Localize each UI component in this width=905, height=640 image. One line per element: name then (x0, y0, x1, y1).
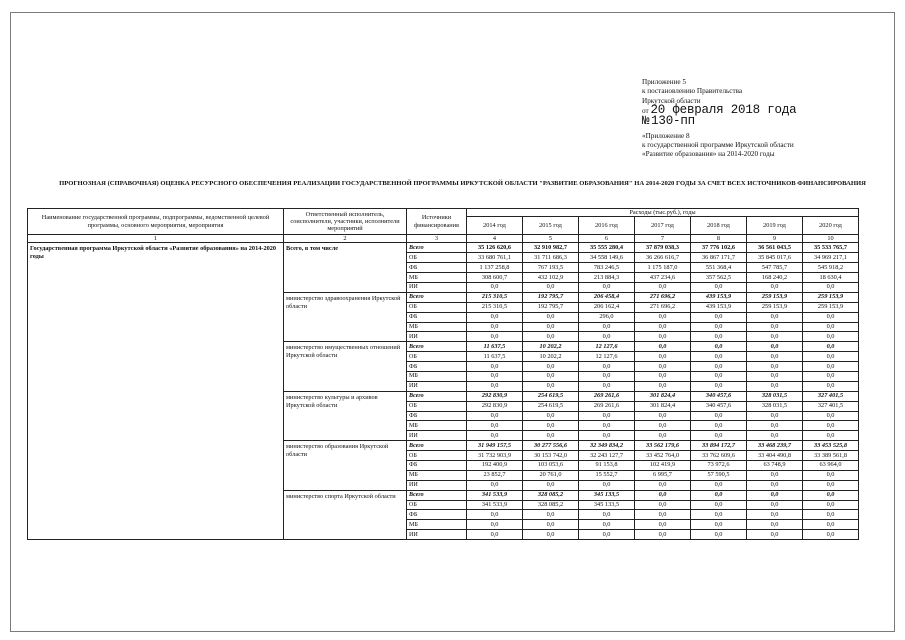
financing-table (27, 208, 859, 540)
header-name: Наименование государственной программы, подпрограммы, ведомственной целевой программы, основного мероприятия, мероприятия (28, 209, 284, 235)
value-cell: 0,0 (803, 490, 859, 500)
value-cell: 0,0 (635, 381, 691, 391)
source-cell: МБ (407, 470, 467, 480)
value-cell: 33 562 179,6 (635, 441, 691, 451)
value-cell: 439 153,9 (691, 302, 747, 312)
value-cell: 259 153,9 (803, 302, 859, 312)
value-cell: 0,0 (747, 490, 803, 500)
program-name: Государственная программа Иркутской области «Развитие образования» на 2014-2020 годы (28, 243, 284, 540)
value-cell: 0,0 (803, 431, 859, 441)
value-cell: 0,0 (467, 362, 523, 372)
value-cell: 0,0 (747, 312, 803, 322)
source-cell: МБ (407, 520, 467, 530)
value-cell: 33 894 172,7 (691, 441, 747, 451)
value-cell: 783 246,5 (579, 263, 635, 273)
value-cell: 0,0 (691, 490, 747, 500)
value-cell: 0,0 (691, 332, 747, 342)
value-cell: 296,0 (579, 312, 635, 322)
value-cell: 0,0 (467, 371, 523, 381)
value-cell: 35 555 280,4 (579, 243, 635, 253)
value-cell: 432 102,9 (523, 273, 579, 283)
value-cell: 0,0 (803, 322, 859, 332)
source-cell: ОБ (407, 401, 467, 411)
value-cell: 31 949 157,5 (467, 441, 523, 451)
value-cell: 439 153,9 (691, 292, 747, 302)
value-cell: 36 561 043,5 (747, 243, 803, 253)
source-cell: МБ (407, 273, 467, 283)
column-number: 2 (284, 235, 407, 243)
value-cell: 0,0 (523, 322, 579, 332)
appendix-line: Иркутской области (642, 96, 701, 105)
value-cell: 1 137 258,8 (467, 263, 523, 273)
column-number: 9 (747, 235, 803, 243)
value-cell: 33 453 525,8 (803, 441, 859, 451)
value-cell: 35 533 765,7 (803, 243, 859, 253)
value-cell: 0,0 (579, 520, 635, 530)
value-cell: 0,0 (803, 480, 859, 490)
value-cell: 0,0 (579, 530, 635, 540)
value-cell: 345 133,5 (579, 490, 635, 500)
value-cell: 0,0 (523, 282, 579, 292)
source-cell: ОБ (407, 253, 467, 263)
value-cell: 0,0 (579, 381, 635, 391)
value-cell: 0,0 (467, 411, 523, 421)
value-cell: 0,0 (579, 411, 635, 421)
value-cell: 545 918,2 (803, 263, 859, 273)
table-row (28, 243, 859, 253)
value-cell: 0,0 (579, 421, 635, 431)
value-cell: 0,0 (635, 431, 691, 441)
header-year: 2016 год (579, 217, 635, 235)
value-cell: 57 590,5 (691, 470, 747, 480)
value-cell: 33 468 239,7 (747, 441, 803, 451)
date-stamp: 20 февраля 2018 года (650, 102, 797, 117)
executor-name: министерство культуры и архивов Иркутской области (284, 391, 407, 440)
value-cell: 34 558 149,6 (579, 253, 635, 263)
value-cell: 0,0 (635, 352, 691, 362)
value-cell: 301 824,4 (635, 391, 691, 401)
value-cell: 10 202,2 (523, 342, 579, 352)
value-cell: 0,0 (635, 332, 691, 342)
appendix-line: Приложение 5 (642, 78, 686, 86)
value-cell: 292 830,9 (467, 401, 523, 411)
value-cell: 0,0 (523, 480, 579, 490)
document-title: ПРОГНОЗНАЯ (СПРАВОЧНАЯ) ОЦЕНКА РЕСУРСНОГО ОБЕСПЕЧЕНИЯ РЕАЛИЗАЦИИ ГОСУДАРСТВЕННОЙ ПРОГРАММЫ ИРКУТСКОЙ ОБЛАСТИ "РАЗВИТИЕ ОБРАЗОВАНИЯ" НА 2014-2020 ГОДЫ ЗА СЧЕТ ВСЕХ ИСТОЧНИКОВ ФИНАНСИРОВАНИЯ (59, 180, 866, 187)
value-cell: 213 884,3 (579, 273, 635, 283)
value-cell: 0,0 (803, 362, 859, 372)
header-year: 2018 год (691, 217, 747, 235)
source-cell: ФБ (407, 461, 467, 471)
value-cell: 32 910 982,7 (523, 243, 579, 253)
value-cell: 0,0 (579, 362, 635, 372)
value-cell: 269 261,6 (579, 401, 635, 411)
header-year: 2020 год (803, 217, 859, 235)
value-cell: 0,0 (467, 332, 523, 342)
value-cell: 0,0 (803, 411, 859, 421)
value-cell: 0,0 (803, 342, 859, 352)
source-cell: ИИ (407, 480, 467, 490)
source-cell: Всего (407, 243, 467, 253)
value-cell: 37 879 038,3 (635, 243, 691, 253)
date-prefix: от (642, 106, 649, 115)
value-cell: 0,0 (635, 371, 691, 381)
value-cell: 192 795,7 (523, 302, 579, 312)
source-cell: ФБ (407, 510, 467, 520)
value-cell: 91 153,8 (579, 461, 635, 471)
value-cell: 34 969 217,1 (803, 253, 859, 263)
value-cell: 0,0 (691, 362, 747, 372)
source-cell: ИИ (407, 381, 467, 391)
value-cell: 0,0 (803, 282, 859, 292)
source-cell: ИИ (407, 332, 467, 342)
value-cell: 0,0 (747, 500, 803, 510)
value-cell: 192 400,9 (467, 461, 523, 471)
value-cell: 0,0 (579, 371, 635, 381)
value-cell: 767 193,5 (523, 263, 579, 273)
value-cell: 206 458,4 (579, 292, 635, 302)
value-cell: 0,0 (579, 431, 635, 441)
value-cell: 0,0 (747, 480, 803, 490)
value-cell: 0,0 (523, 381, 579, 391)
executor-name: министерство здравоохранения Иркутской области (284, 292, 407, 341)
source-cell: ИИ (407, 530, 467, 540)
value-cell: 0,0 (691, 342, 747, 352)
source-cell: МБ (407, 322, 467, 332)
value-cell: 0,0 (467, 520, 523, 530)
value-cell: 0,0 (467, 282, 523, 292)
value-cell: 271 696,2 (635, 302, 691, 312)
executor-name: министерство спорта Иркутской области (284, 490, 407, 539)
value-cell: 357 562,5 (691, 273, 747, 283)
value-cell: 0,0 (579, 322, 635, 332)
value-cell: 328 031,5 (747, 391, 803, 401)
value-cell: 0,0 (747, 530, 803, 540)
value-cell: 30 277 556,6 (523, 441, 579, 451)
appendix-line: к государственной программе Иркутской области (642, 141, 794, 150)
value-cell: 0,0 (467, 421, 523, 431)
value-cell: 0,0 (747, 352, 803, 362)
value-cell: 437 234,6 (635, 273, 691, 283)
executor-name: министерство имущественных отношений Иркутской области (284, 342, 407, 391)
value-cell: 0,0 (579, 480, 635, 490)
value-cell: 12 127,6 (579, 352, 635, 362)
column-number: 7 (635, 235, 691, 243)
source-cell: ФБ (407, 362, 467, 372)
value-cell: 0,0 (747, 342, 803, 352)
value-cell: 33 389 561,8 (803, 451, 859, 461)
value-cell: 23 852,7 (467, 470, 523, 480)
value-cell: 15 552,7 (579, 470, 635, 480)
value-cell: 0,0 (747, 332, 803, 342)
value-cell: 308 600,7 (467, 273, 523, 283)
value-cell: 0,0 (579, 510, 635, 520)
header-expenses: Расходы (тыс.руб.), годы (467, 209, 859, 217)
value-cell: 0,0 (635, 510, 691, 520)
value-cell: 0,0 (691, 520, 747, 530)
header-year: 2019 год (747, 217, 803, 235)
source-cell: Всего (407, 441, 467, 451)
header-executor: Ответственный исполнитель, соисполнители, участники, исполнители мероприятий (284, 209, 407, 235)
value-cell: 0,0 (635, 500, 691, 510)
value-cell: 0,0 (747, 431, 803, 441)
value-cell: 0,0 (635, 490, 691, 500)
value-cell: 192 795,7 (523, 292, 579, 302)
value-cell: 32 349 834,2 (579, 441, 635, 451)
value-cell: 168 240,2 (747, 273, 803, 283)
value-cell: 0,0 (691, 510, 747, 520)
appendix-line: к постановлению Правительства (642, 87, 743, 96)
value-cell: 0,0 (467, 381, 523, 391)
value-cell: 340 457,6 (691, 401, 747, 411)
value-cell: 0,0 (803, 381, 859, 391)
value-cell: 254 619,5 (523, 391, 579, 401)
column-number: 8 (691, 235, 747, 243)
value-cell: 0,0 (691, 282, 747, 292)
value-cell: 0,0 (747, 381, 803, 391)
value-cell: 0,0 (691, 411, 747, 421)
value-cell: 0,0 (803, 510, 859, 520)
value-cell: 0,0 (523, 371, 579, 381)
value-cell: 328 031,5 (747, 401, 803, 411)
source-cell: Всего (407, 391, 467, 401)
value-cell: 0,0 (691, 371, 747, 381)
value-cell: 0,0 (803, 470, 859, 480)
executor-name: министерство образования Иркутской области (284, 441, 407, 490)
value-cell: 0,0 (523, 520, 579, 530)
value-cell: 0,0 (523, 431, 579, 441)
value-cell: 341 533,9 (467, 490, 523, 500)
value-cell: 33 452 764,0 (635, 451, 691, 461)
value-cell: 551 368,4 (691, 263, 747, 273)
value-cell: 0,0 (691, 500, 747, 510)
value-cell: 12 127,6 (579, 342, 635, 352)
value-cell: 18 630,4 (803, 273, 859, 283)
value-cell: 32 243 127,7 (579, 451, 635, 461)
value-cell: 0,0 (523, 332, 579, 342)
column-number: 3 (407, 235, 467, 243)
value-cell: 0,0 (635, 421, 691, 431)
value-cell: 0,0 (747, 510, 803, 520)
source-cell: ОБ (407, 500, 467, 510)
column-number: 1 (28, 235, 284, 243)
value-cell: 0,0 (523, 510, 579, 520)
value-cell: 0,0 (467, 510, 523, 520)
appendix-line: «Приложение 8 (642, 131, 690, 140)
source-cell: ФБ (407, 263, 467, 273)
source-cell: ФБ (407, 411, 467, 421)
value-cell: 254 619,5 (523, 401, 579, 411)
value-cell: 0,0 (747, 371, 803, 381)
value-cell: 0,0 (691, 352, 747, 362)
value-cell: 0,0 (747, 322, 803, 332)
source-cell: Всего (407, 490, 467, 500)
value-cell: 206 162,4 (579, 302, 635, 312)
source-cell: МБ (407, 421, 467, 431)
value-cell: 33 404 490,8 (747, 451, 803, 461)
value-cell: 0,0 (747, 470, 803, 480)
value-cell: 0,0 (691, 312, 747, 322)
value-cell: 0,0 (691, 421, 747, 431)
value-cell: 0,0 (691, 381, 747, 391)
value-cell: 6 995,7 (635, 470, 691, 480)
source-cell: ОБ (407, 352, 467, 362)
value-cell: 259 153,9 (747, 292, 803, 302)
value-cell: 0,0 (747, 421, 803, 431)
value-cell: 33 762 609,6 (691, 451, 747, 461)
value-cell: 271 696,2 (635, 292, 691, 302)
value-cell: 103 053,6 (523, 461, 579, 471)
value-cell: 30 153 742,0 (523, 451, 579, 461)
value-cell: 0,0 (747, 520, 803, 530)
value-cell: 0,0 (523, 362, 579, 372)
value-cell: 0,0 (467, 322, 523, 332)
value-cell: 0,0 (747, 282, 803, 292)
value-cell: 0,0 (691, 322, 747, 332)
appendix-line: «Развитие образования» на 2014-2020 годы (642, 150, 775, 159)
header-source: Источники финансирования (407, 209, 467, 235)
value-cell: 35 126 620,6 (467, 243, 523, 253)
value-cell: 0,0 (635, 480, 691, 490)
value-cell: 345 133,5 (579, 500, 635, 510)
value-cell: 31 711 686,3 (523, 253, 579, 263)
resolution-date (642, 102, 797, 129)
value-cell: 36 266 616,7 (635, 253, 691, 263)
value-cell: 0,0 (803, 332, 859, 342)
value-cell: 269 261,6 (579, 391, 635, 401)
value-cell: 0,0 (523, 421, 579, 431)
value-cell: 0,0 (467, 431, 523, 441)
value-cell: 0,0 (635, 312, 691, 322)
value-cell: 0,0 (579, 332, 635, 342)
value-cell: 327 401,5 (803, 391, 859, 401)
value-cell: 328 085,2 (523, 490, 579, 500)
value-cell: 0,0 (635, 322, 691, 332)
number-prefix: № (642, 114, 650, 129)
value-cell: 0,0 (635, 520, 691, 530)
value-cell: 0,0 (635, 362, 691, 372)
source-cell: ИИ (407, 282, 467, 292)
value-cell: 0,0 (803, 530, 859, 540)
executor-name: Всего, в том числе (284, 243, 407, 292)
source-cell: ИИ (407, 431, 467, 441)
value-cell: 0,0 (523, 530, 579, 540)
value-cell: 0,0 (467, 480, 523, 490)
value-cell: 0,0 (803, 371, 859, 381)
appendix-header (642, 78, 796, 160)
value-cell: 63 964,0 (803, 461, 859, 471)
value-cell: 35 845 017,6 (747, 253, 803, 263)
value-cell: 0,0 (635, 530, 691, 540)
value-cell: 215 310,5 (467, 302, 523, 312)
value-cell: 1 175 187,0 (635, 263, 691, 273)
value-cell: 20 761,0 (523, 470, 579, 480)
value-cell: 292 830,9 (467, 391, 523, 401)
value-cell: 0,0 (803, 421, 859, 431)
header-year: 2015 год (523, 217, 579, 235)
value-cell: 0,0 (747, 411, 803, 421)
header-year: 2014 год (467, 217, 523, 235)
value-cell: 341 533,9 (467, 500, 523, 510)
value-cell: 0,0 (691, 530, 747, 540)
value-cell: 0,0 (803, 520, 859, 530)
value-cell: 0,0 (467, 530, 523, 540)
source-cell: МБ (407, 371, 467, 381)
value-cell: 11 637,5 (467, 342, 523, 352)
value-cell: 0,0 (467, 312, 523, 322)
value-cell: 327 401,5 (803, 401, 859, 411)
value-cell: 0,0 (635, 411, 691, 421)
value-cell: 0,0 (523, 411, 579, 421)
value-cell: 33 680 761,1 (467, 253, 523, 263)
value-cell: 0,0 (747, 362, 803, 372)
value-cell: 0,0 (635, 342, 691, 352)
value-cell: 215 310,5 (467, 292, 523, 302)
value-cell: 0,0 (691, 480, 747, 490)
column-number: 10 (803, 235, 859, 243)
source-cell: Всего (407, 292, 467, 302)
value-cell: 301 824,4 (635, 401, 691, 411)
source-cell: ОБ (407, 302, 467, 312)
value-cell: 0,0 (523, 312, 579, 322)
column-number: 6 (579, 235, 635, 243)
column-number: 5 (523, 235, 579, 243)
column-numbers-row (28, 235, 859, 243)
header-row (28, 209, 859, 217)
value-cell: 102 419,9 (635, 461, 691, 471)
source-cell: ОБ (407, 451, 467, 461)
value-cell: 0,0 (635, 282, 691, 292)
source-cell: Всего (407, 342, 467, 352)
value-cell: 31 732 903,9 (467, 451, 523, 461)
value-cell: 0,0 (579, 282, 635, 292)
value-cell: 259 153,9 (803, 292, 859, 302)
value-cell: 547 785,7 (747, 263, 803, 273)
value-cell: 0,0 (803, 312, 859, 322)
value-cell: 0,0 (803, 352, 859, 362)
value-cell: 37 776 102,6 (691, 243, 747, 253)
value-cell: 36 867 171,7 (691, 253, 747, 263)
source-cell: ФБ (407, 312, 467, 322)
value-cell: 259 153,9 (747, 302, 803, 312)
value-cell: 10 202,2 (523, 352, 579, 362)
value-cell: 328 085,2 (523, 500, 579, 510)
value-cell: 0,0 (691, 431, 747, 441)
column-number: 4 (467, 235, 523, 243)
value-cell: 340 457,6 (691, 391, 747, 401)
value-cell: 0,0 (803, 500, 859, 510)
value-cell: 73 972,6 (691, 461, 747, 471)
value-cell: 11 637,5 (467, 352, 523, 362)
header-year: 2017 год (635, 217, 691, 235)
number-stamp: 130-пп (651, 114, 695, 129)
value-cell: 63 748,9 (747, 461, 803, 471)
